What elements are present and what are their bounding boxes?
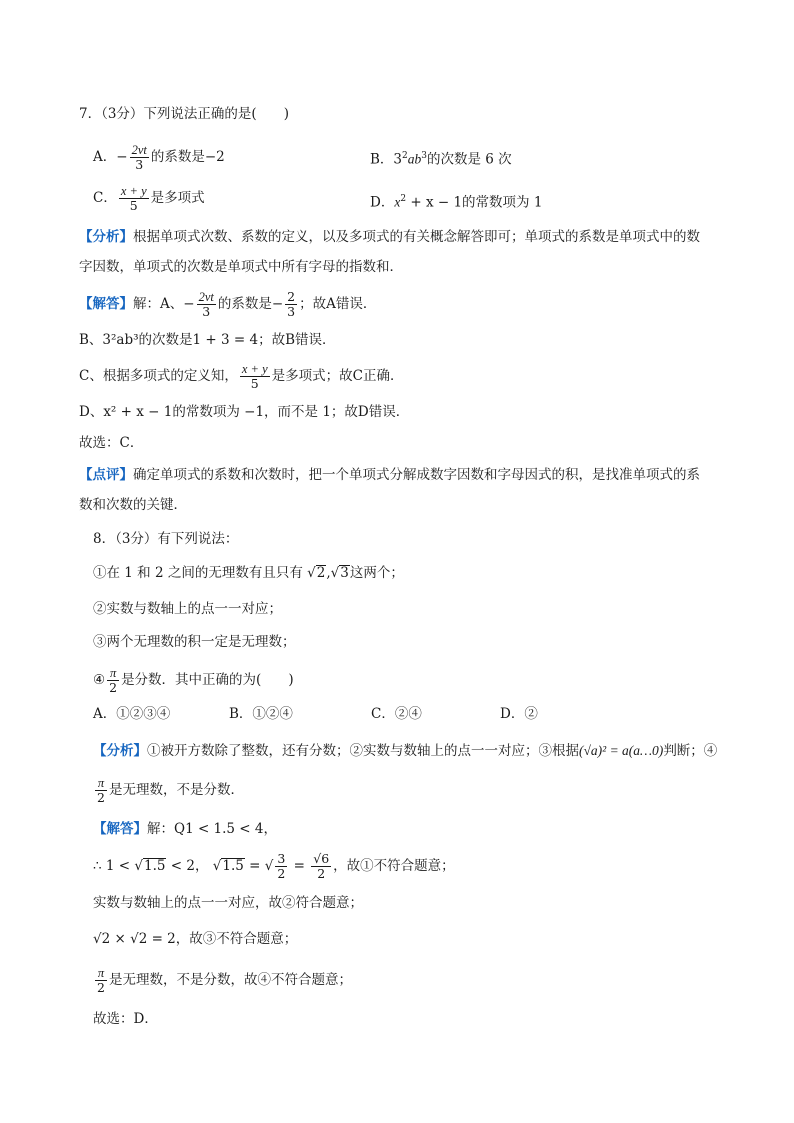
q8-statement-1: ①在 1 和 2 之间的无理数有且只有 √2,√3这两个； xyxy=(93,565,404,581)
q7-option-d xyxy=(370,190,542,212)
option-d-text: + x − 1的常数项为 1 xyxy=(406,194,543,211)
exponent: 2 xyxy=(402,151,408,161)
option-a-label: A． xyxy=(93,149,117,165)
answer-text: ∴ 1 < xyxy=(93,858,131,874)
q8-answer-line2: ∴ 1 < √1.5 < 2， √1.5 = √ $\frac{3}{2}$ = $\frac{√6}{2}$ ，故①不符合题意； xyxy=(93,851,455,881)
fraction-numerator: x + y xyxy=(241,362,268,376)
fraction-pi-2 xyxy=(95,966,107,995)
q7-answer-a xyxy=(79,290,376,319)
answer-text: 的系数是− xyxy=(217,296,284,312)
fraction-numerator: √6 xyxy=(313,851,330,866)
analysis-text: ①被开方数除了整数，还有分数；②实数与数轴上的点一一对应；③根据 xyxy=(147,743,579,759)
q8-option-d: D．② xyxy=(500,706,538,722)
fraction-numerator: π xyxy=(95,776,107,791)
answer-text: 是多项式；故C正确． xyxy=(271,368,404,384)
analysis-text: 根据单项式次数、系数的定义，以及多项式的有关概念解答即可；单项式的系数是单项式中的数 xyxy=(133,229,700,245)
fraction-numerator: π xyxy=(107,666,119,681)
analysis-text: 判断；④ xyxy=(663,743,718,759)
fraction-denominator: 2 xyxy=(97,980,105,995)
analysis-tag: 【分析】 xyxy=(79,229,133,245)
fraction-pi-2 xyxy=(107,666,119,695)
q8-answer-line5 xyxy=(93,966,352,995)
fraction-numerator: 3 xyxy=(277,851,286,866)
analysis-tag: 【分析】 xyxy=(93,743,147,759)
q8-answer-line3: 实数与数轴上的点一一对应，故②符合题意； xyxy=(93,895,363,911)
fraction-denominator: 3 xyxy=(135,157,144,172)
q8-statement-3: ③两个无理数的积一定是无理数； xyxy=(93,634,296,650)
fraction-numerator: π xyxy=(95,966,107,981)
answer-tag: 【解答】 xyxy=(79,296,133,312)
option-a-text: 的系数是−2 xyxy=(150,149,225,165)
comment-tag: 【点评】 xyxy=(79,467,133,483)
exponent: 3 xyxy=(421,151,427,161)
option-d-label: D． xyxy=(370,194,395,211)
q8-statement-4 xyxy=(93,666,294,695)
option-c-label: C． xyxy=(93,190,117,206)
fraction-x-plus-y-5 xyxy=(119,184,149,213)
comment-text: 确定单项式的系数和次数时，把一个单项式分解成数字因数和字母因式的积，是找准单项式的系 xyxy=(133,467,700,483)
fraction-denominator: 3 xyxy=(287,304,296,319)
q7-choice: 故选：C． xyxy=(79,435,144,451)
fraction-numerator: 2 xyxy=(287,289,296,304)
answer-text: 解：Q1 < 1.5 < 4， xyxy=(147,821,278,837)
fraction-denominator: 3 xyxy=(202,304,211,319)
q8-answer xyxy=(93,820,277,838)
equals-sign: = xyxy=(249,858,261,874)
coefficient: 3 xyxy=(393,151,403,168)
minus-sign: − xyxy=(116,149,128,165)
q7-option-a xyxy=(93,143,225,172)
fraction-numerator: 2vt xyxy=(131,143,147,157)
q7-comment xyxy=(79,466,700,484)
fraction-pi-2 xyxy=(95,776,107,805)
statement-text: 这两个； xyxy=(349,565,404,581)
q7-option-b xyxy=(370,147,512,169)
radicand: 1.5 xyxy=(222,858,244,874)
statement-text: 是分数．其中正确的为( ) xyxy=(121,672,294,688)
fraction-x-plus-y-5 xyxy=(240,362,270,391)
statement-text: ①在 1 和 2 之间的无理数有且只有 xyxy=(93,565,303,581)
option-b-label: B． xyxy=(370,151,394,168)
answer-text: C、根据多项式的定义知， xyxy=(79,368,238,384)
fraction-2-3 xyxy=(285,290,297,319)
q7-comment-line2: 数和次数的关键． xyxy=(79,497,187,513)
radicand: 3 xyxy=(340,565,349,581)
q8-statement-2: ②实数与数轴上的点一一对应； xyxy=(93,601,282,617)
answer-text: 解：A、− xyxy=(133,296,195,312)
variable: x xyxy=(394,194,401,210)
option-b-text: 的次数是 6 次 xyxy=(426,151,512,168)
option-c-text: 是多项式 xyxy=(150,190,205,206)
q8-analysis-line2 xyxy=(93,776,244,805)
fraction-denominator: 2 xyxy=(277,866,286,881)
q7-stem: 7．（3分）下列说法正确的是( ) xyxy=(79,106,289,122)
answer-text: 是无理数，不是分数，故④不符合题意； xyxy=(108,972,352,988)
q7-analysis-line2: 字因数，单项式的次数是单项式中所有字母的指数和． xyxy=(79,259,403,275)
fraction-numerator: 2vt xyxy=(198,290,214,304)
answer-tag: 【解答】 xyxy=(93,821,147,837)
exponent: 2 xyxy=(400,194,407,204)
fraction-denominator: 2 xyxy=(109,680,118,695)
fraction-2vt-3 xyxy=(130,143,149,172)
variables: ab xyxy=(407,151,422,167)
analysis-text: 是无理数，不是分数． xyxy=(108,782,244,798)
radicand: 1.5 xyxy=(143,858,166,874)
q8-analysis xyxy=(93,742,717,760)
q8-stem: 8．（3分）有下列说法： xyxy=(93,531,239,547)
q7-answer-c xyxy=(79,362,403,391)
fraction-denominator: 5 xyxy=(129,198,138,213)
q8-choice: 故选：D． xyxy=(93,1011,158,1027)
q8-option-c: C．②④ xyxy=(371,706,422,722)
answer-text: ，故①不符合题意； xyxy=(333,858,455,874)
fraction-root6-2 xyxy=(311,852,331,881)
answer-text: ；故A错误． xyxy=(299,296,377,312)
radicand: 2 xyxy=(316,565,326,581)
q8-option-a: A．①②③④ xyxy=(93,706,171,722)
fraction-2vt-3 xyxy=(197,290,216,319)
formula: (√a)² = a(a…0) xyxy=(579,743,664,758)
statement-text: ④ xyxy=(93,672,106,688)
fraction-3-2 xyxy=(275,852,287,881)
fraction-denominator: 2 xyxy=(97,790,105,805)
q7-option-c xyxy=(93,184,205,213)
q8-answer-line4: √2 × √2 = 2，故③不符合题意； xyxy=(93,931,298,947)
q7-answer-d: D、x² + x − 1的常数项为 −1，而不是 1；故D错误． xyxy=(79,404,410,420)
fraction-denominator: 5 xyxy=(250,376,259,391)
fraction-denominator: 2 xyxy=(317,866,326,881)
fraction-numerator: x + y xyxy=(120,184,147,198)
q8-option-b: B．①②④ xyxy=(229,706,293,722)
answer-text: < 2， xyxy=(170,858,209,874)
q7-analysis xyxy=(79,228,700,246)
q7-answer-b: B、3²ab³的次数是1 + 3 = 4；故B错误． xyxy=(79,332,336,348)
